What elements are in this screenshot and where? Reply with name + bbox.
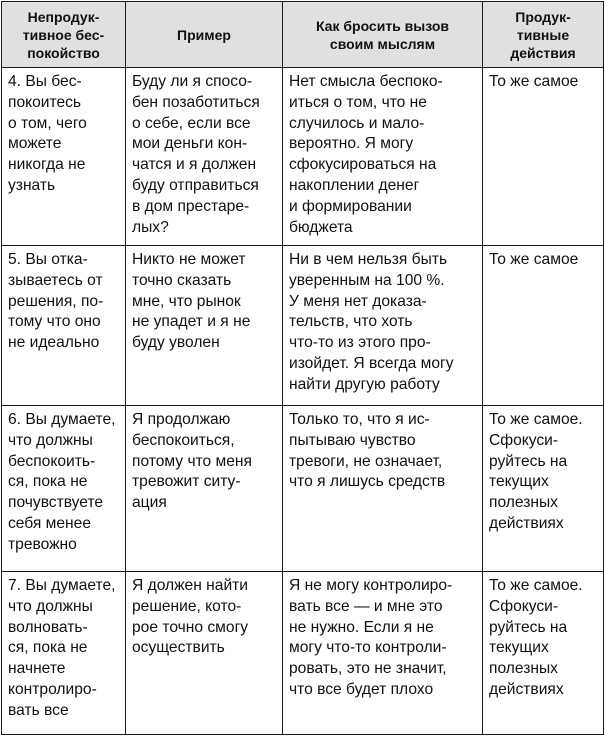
action-cell: То же самое. Сфокуси- руйтесь на текущих полезных действиях — [483, 572, 604, 735]
header-challenge-thoughts: Как бросить вызов своим мыслям — [283, 2, 483, 68]
example-cell: Я должен найти решение, кото- рое точно смогу осуществить — [126, 572, 283, 735]
worry-table — [1, 1, 604, 735]
action-cell: То же самое — [483, 246, 604, 406]
worry-cell: 5. Вы отка- зываетесь от решения, по- тому что оно не идеально — [2, 246, 126, 406]
table-row — [2, 68, 604, 246]
header-unproductive-worry: Непродук- тивное бес- покойство — [2, 2, 126, 68]
table-row — [2, 406, 604, 572]
example-cell: Буду ли я спосо- бен позаботиться о себе, если все мои деньги кон- чатся и я должен буду отправиться в дом престаре- лых? — [126, 68, 283, 246]
table-header-row — [2, 2, 604, 68]
challenge-cell: Только то, что я ис- пытываю чувство тревоги, не означает, что я лишусь средств — [283, 406, 483, 572]
challenge-cell: Нет смысла беспоко- иться о том, что не случилось и мало- вероятно. Я могу сфокусироваться на накоплении денег и формировании бюджета — [283, 68, 483, 246]
action-cell: То же самое — [483, 68, 604, 246]
worry-cell: 7. Вы думаете, что должны волновать- ся, пока не начнете контролиро- вать все — [2, 572, 126, 735]
action-cell: То же самое. Сфокуси- руйтесь на текущих полезных действиях — [483, 406, 604, 572]
challenge-cell: Ни в чем нельзя быть уверенным на 100 %. У меня нет доказа- тельств, что хоть что-то из этого про- изойдет. Я всегда могу найти другую работу — [283, 246, 483, 406]
example-cell: Никто не может точно сказать мне, что рынок не упадет и я не буду уволен — [126, 246, 283, 406]
header-example: Пример — [126, 2, 283, 68]
header-productive-actions: Продук- тивные действия — [483, 2, 604, 68]
table-row — [2, 246, 604, 406]
worry-cell: 6. Вы думаете, что должны беспокоить- ся, пока не почувствуете себя менее тревожно — [2, 406, 126, 572]
challenge-cell: Я не могу контролиро- вать все — и мне это не нужно. Если я не могу что-то контроли- ровать, это не значит, что все будет плохо — [283, 572, 483, 735]
example-cell: Я продолжаю беспокоиться, потому что меня тревожит ситу- ация — [126, 406, 283, 572]
worry-cell: 4. Вы бес- покоитесь о том, чего можете никогда не узнать — [2, 68, 126, 246]
table-row — [2, 572, 604, 735]
